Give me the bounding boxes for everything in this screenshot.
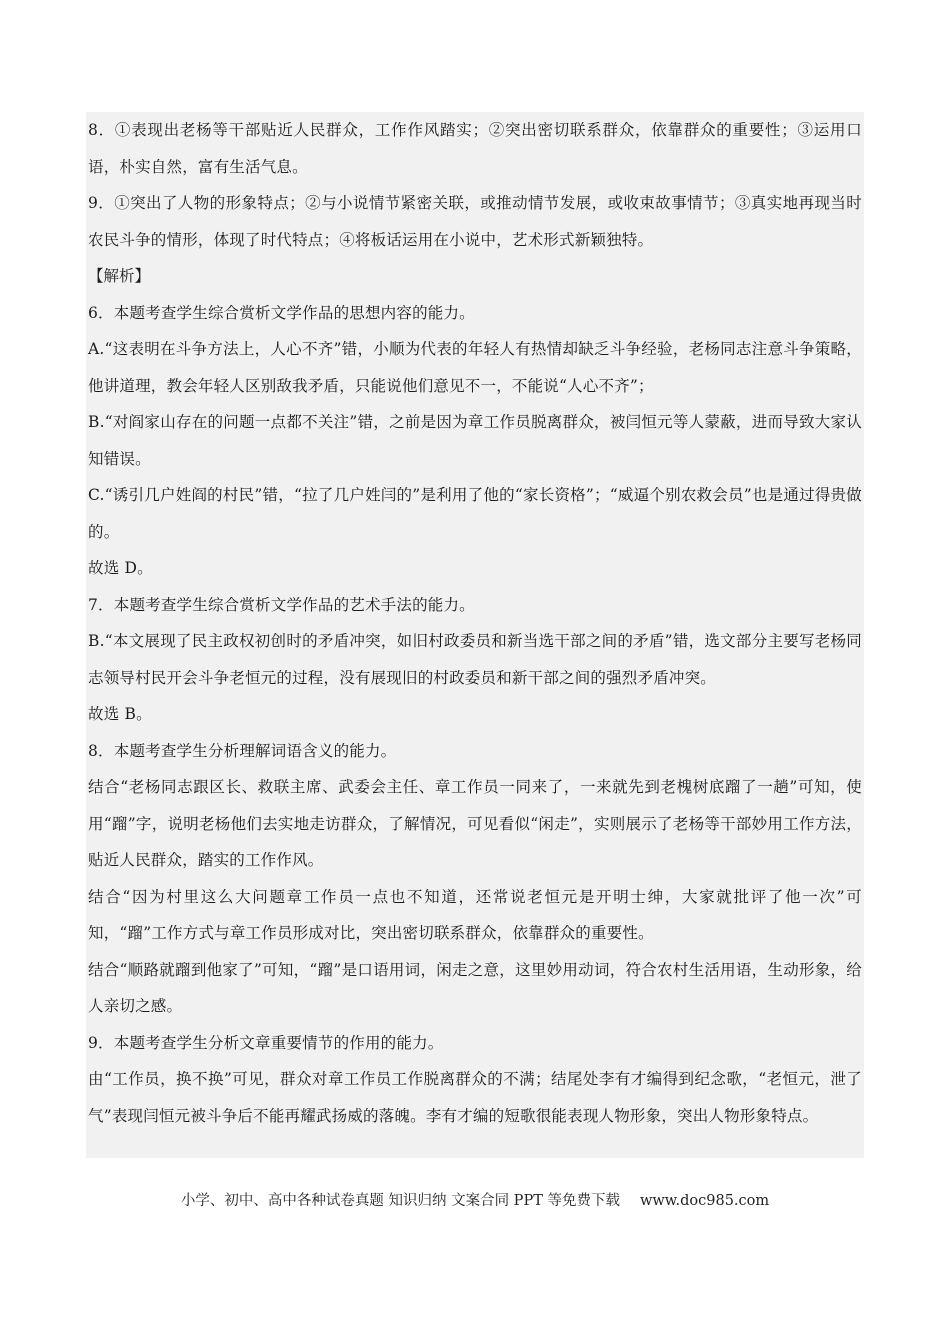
page-footer — [0, 1190, 950, 1212]
analysis-9-intro: 9．本题考查学生分析文章重要情节的作用的能力。 — [88, 1033, 444, 1052]
analysis-9-point-1: 由“工作员，换不换”可见，群众对章工作员工作脱离群众的不满；结尾处李有才编得到纪念歌，“老恒元，泄了气”表现闫恒元被斗争后不能再耀武扬威的落魄。李有才编的短歌很能表现人物形象，突出人物形象特点。 — [88, 1070, 862, 1125]
analysis-6-option-a: A.“这表明在斗争方法上，人心不齐”错，小顺为代表的年轻人有热情却缺乏斗争经验，老杨同志注意斗争策略，他讲道理，教会年轻人区别敌我矛盾，只能说他们意见不一，不能说“人心不齐”； — [88, 340, 862, 395]
analysis-8-point-3: 结合“顺路就蹓到他家了”可知，“蹓”是口语用词，闲走之意，这里妙用动词，符合农村生活用语，生动形象，给人亲切之感。 — [88, 960, 862, 1015]
analysis-8-point-1: 结合“老杨同志跟区长、救联主席、武委会主任、章工作员一同来了，一来就先到老槐树底蹓了一趟”可知，使用“蹓”字，说明老杨他们去实地走访群众，了解情况，可见看似“闲走”，实则展示了老杨等干部妙用工作方法，贴近人民群众，踏实的工作作风。 — [88, 778, 862, 869]
answer-9: 9．①突出了人物的形象特点；②与小说情节紧密关联，或推动情节发展，或收束故事情节；③真实地再现当时农民斗争的情形，体现了时代特点；④将板话运用在小说中，艺术形式新颖独特。 — [88, 194, 862, 249]
analysis-heading: 【解析】 — [88, 267, 151, 285]
analysis-6-option-b: B.“对阎家山存在的问题一点都不关注”错，之前是因为章工作员脱离群众，被闫恒元等人蒙蔽，进而导致大家认知错误。 — [88, 413, 862, 468]
document-content — [86, 112, 864, 1158]
analysis-6-intro: 6．本题考查学生综合赏析文学作品的思想内容的能力。 — [88, 303, 475, 322]
analysis-8-intro: 8．本题考查学生分析理解词语含义的能力。 — [88, 741, 397, 760]
analysis-7-answer: 故选 B。 — [88, 705, 152, 723]
footer-url[interactable]: www.doc985.com — [639, 1193, 770, 1209]
analysis-8-point-2: 结合“因为村里这么大问题章工作员一点也不知道，还常说老恒元是开明士绅，大家就批评了他一次”可知，“蹓”工作方式与章工作员形成对比，突出密切联系群众，依靠群众的重要性。 — [88, 887, 862, 942]
analysis-7-option-b: B.“本文展现了民主政权初创时的矛盾冲突，如旧村政委员和新当选干部之间的矛盾”错，选文部分主要写老杨同志领导村民开会斗争老恒元的过程，没有展现旧的村政委员和新干部之间的强烈矛盾冲突。 — [88, 632, 862, 687]
analysis-6-option-c: C.“诱引几户姓阎的村民”错，“拉了几户姓闫的”是利用了他的“家长资格”；“威逼个别农救会员”也是通过得贵做的。 — [88, 486, 862, 541]
analysis-7-intro: 7．本题考查学生综合赏析文学作品的艺术手法的能力。 — [88, 595, 475, 614]
footer-text: 小学、初中、高中各种试卷真题 知识归纳 文案合同 PPT 等免费下载 — [180, 1193, 620, 1209]
answer-8: 8．①表现出老杨等干部贴近人民群众，工作作风踏实；②突出密切联系群众，依靠群众的重要性；③运用口语，朴实自然，富有生活气息。 — [88, 121, 862, 176]
analysis-6-answer: 故选 D。 — [88, 559, 153, 577]
